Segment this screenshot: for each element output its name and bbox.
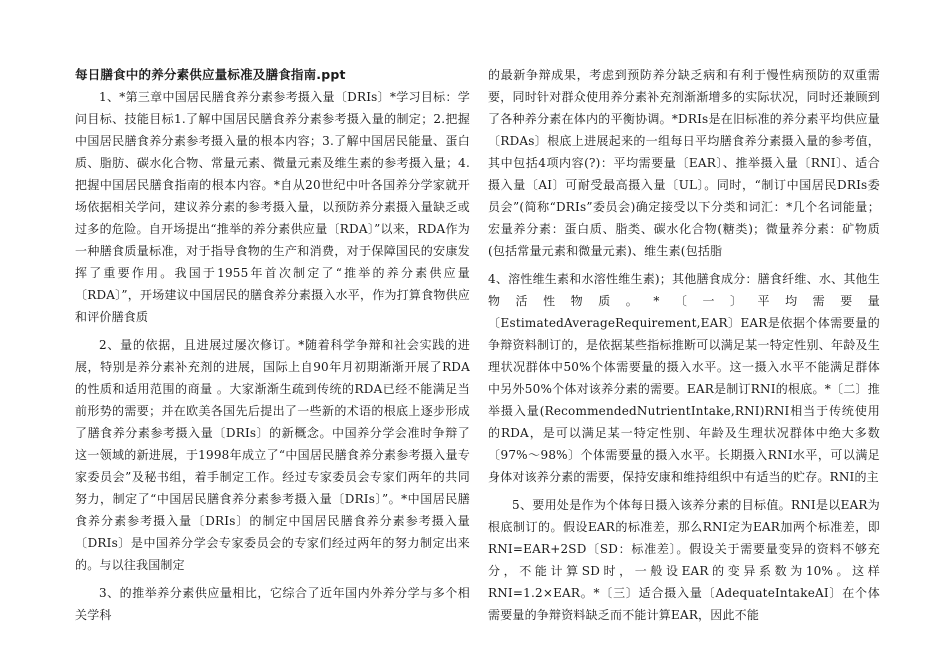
document-title: 每日膳食中的养分素供应量标准及膳食指南.ppt xyxy=(75,67,346,82)
paragraph-5: 5、要用处是作为个体每日摄入该养分素的目标值。RNI是以EAR为根底制订的。假设EAR的标准差，那么RNI定为EAR加两个标准差，即RNI=EAR+2SD〔SD：标准差〕。假设关于需要量变异的资料不够充分，不能计算SD时，一般设EAR的变异系数为10%。这样RNI=1.2×EAR。*〔三〕适合摄入量〔AdequateIntakeAI〕在个体需要量的争辩资料缺乏而不能计算EAR，因此不能 xyxy=(488,498,880,622)
paragraph-2: 2、量的依据，且进展过屡次修订。*随着科学争辩和社会实践的进展，特别是养分素补充剂的进展，国际上自90年月初期渐渐开展了RDA的性质和适用范围的商量 。大家渐渐生疏到传统的RDA已经不能满足当前形势的需要；并在欧美各国先后提出了一些新的术语的根底上逐步形成了膳食养分素参考摄入量〔DRIs〕的新概念。中国养分学会准时争辩了这一领域的新进展，于1998年成立了“中国居民膳食养分素参考摄入量专家委员会”及秘书组，着手制定工作。经过专家委员会专家们两年的共同努力，制定了“中国居民膳食养分素参考摄入量〔DRIs〕”。*中国居民膳食养分素参考摄入量〔DRIs〕的制定中国居民膳食养分素参考摄入量〔DRIs〕是中国养分学会专家委员会的专家们经过两年的努力制定出来的。与以往我国制定 xyxy=(75,338,470,572)
right-column xyxy=(488,64,880,632)
paragraph-3: 3、的推举养分素供应量相比，它综合了近年国内外养分学与多个相关学科 xyxy=(75,586,470,622)
left-column xyxy=(75,64,470,632)
paragraph-4: 4、溶性维生素和水溶性维生素)；其他膳食成分：膳食纤维、水、其他生物活性物质。*〔一〕平均需要量〔EstimatedAverageRequirement,EAR〕EAR是依据个体需要量的争辩资料制订的，是依据某些指标推断可以满足某一特定性别、年龄及生理状况群体中50%个体需要量的摄入水平。这一摄入水平不能满足群体中另外50%个体对该养分素的需要。EAR是制订RNI的根底。*〔二〕推举摄入量(RecommendedNutrientIntake,RNI)RNI相当于传统使用的RDA，是可以满足某一特定性别、年龄及生理状况群体中绝大多数〔97%～98%〕个体需要量的摄入水平。长期摄入RNI水平，可以满足身体对该养分素的需要，保持安康和维持组织中有适当的贮存。RNI的主 xyxy=(488,272,880,484)
paragraph-3-continued: 的最新争辩成果，考虑到预防养分缺乏病和有利于慢性病预防的双重需要，同时针对群众使用养分素补充剂渐渐增多的实际状况，同时还兼顾到了各种养分素在体内的平衡协调。*DRIs是在旧标准的养分素平均供应量〔RDAs〕根底上进展起来的一组每日平均膳食养分素摄入量的参考值，其中包括4项内容(?)：平均需要量〔EAR〕、推举摄入量〔RNI〕、适合摄入量〔AI〕可耐受最高摄入量〔UL〕。同时，“制订中国居民DRIs委员会”(简称“DRIs”委员会)确定接受以下分类和词汇：*几个名词能量；宏量养分素：蛋白质、脂类、碳水化合物(糖类)；微量养分素：矿物质(包括常量元素和微量元素)、维生素(包括脂 xyxy=(488,68,880,258)
paragraph-1: 1、*第三章中国居民膳食养分素参考摄入量〔DRIs〕*学习目标：学问目标、技能目标1.了解中国居民膳食养分素参考摄入量的制定；2.把握中国居民膳食养分素参考摄入量的根本内容；3.了解中国居民能量、蛋白质、脂肪、碳水化合物、常量元素、微量元素及维生素的参考摄入量；4.把握中国居民膳食指南的根本内容。*自从20世纪中叶各国养分学家就开场依据相关学问，建议养分素的参考摄入量，以预防养分素摄入量缺乏或过多的危险。自开场提出“推举的养分素供应量〔RDA〕”以来，RDA作为一种膳食质量标准，对于指导食物的生产和消费，对于保障国民的安康发挥了重要作用。我国于1955年首次制定了“推举的养分素供应量〔RDA〕”，开场建议中国居民的膳食养分素摄入水平，作为打算食物供应和评价膳食质 xyxy=(75,90,470,324)
